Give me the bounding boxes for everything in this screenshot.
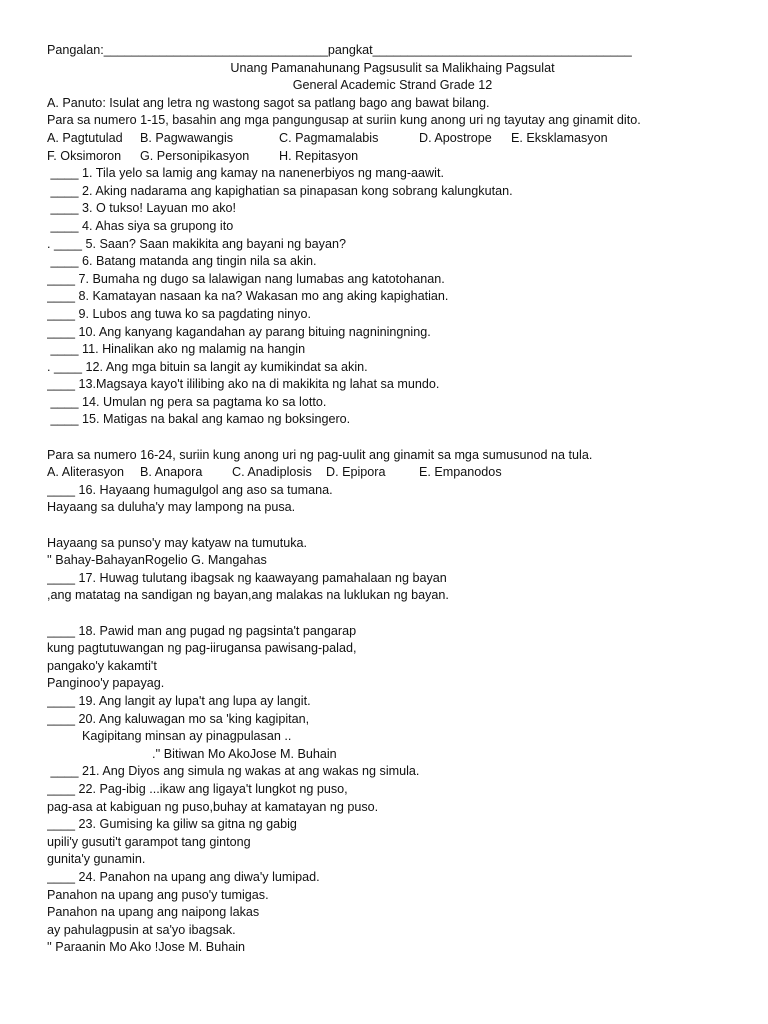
poem-line: ____ 19. Ang langit ay lupa't ang lupa ay langit. — [47, 693, 311, 708]
poem-line: pangako'y kakamti't — [47, 658, 157, 673]
question-item: ____ 9. Lubos ang tuwa ko sa pagdating ninyo. — [47, 306, 311, 321]
part-a-choices-row2 — [47, 148, 738, 166]
question-item: ____ 4. Ahas siya sa grupong ito — [47, 218, 234, 233]
poem-line: upili'y gusuti't garampot tang gintong — [47, 834, 251, 849]
question-item: ____ 7. Bumaha ng dugo sa lalawigan nang lumabas ang katotohanan. — [47, 271, 445, 286]
exam-subtitle: General Academic Strand Grade 12 — [292, 78, 493, 93]
poem-line: ,ang matatag na sandigan ng bayan,ang malakas na luklukan ng bayan. — [47, 588, 449, 603]
spacer — [47, 605, 738, 623]
question-item: ____ 11. Hinalikan ako ng malamig na hangin — [47, 342, 306, 357]
choice-b: B. Pagwawangis — [140, 130, 234, 145]
spacer — [47, 429, 738, 447]
choice-e: E. Eksklamasyon — [511, 130, 608, 145]
part-b-instruction: Para sa numero 16-24, suriin kung anong uri ng pag-uulit ang ginamit sa mga sumusunod na tula. — [47, 447, 593, 462]
question-item: ____ 10. Ang kanyang kagandahan ay parang bituing nagniningning. — [47, 324, 431, 339]
question-item: ____ 2. Aking nadarama ang kapighatian sa pinapasan kong sobrang kalungkutan. — [47, 183, 513, 198]
poem-line: '' Bahay-BahayanRogelio G. Mangahas — [47, 553, 267, 568]
part-b-choices — [47, 464, 738, 482]
poem-line: pag-asa at kabiguan ng puso,buhay at kamatayan ng puso. — [47, 799, 379, 814]
choice-d: D. Epipora — [326, 465, 386, 480]
question-item: ____ 3. O tukso! Layuan mo ako! — [47, 201, 237, 216]
poem-line: ____ 24. Panahon na upang ang diwa'y lumipad. — [47, 869, 320, 884]
question-item: ____ 15. Matigas na bakal ang kamao ng boksingero. — [47, 412, 351, 427]
poem-line: '' Paraanin Mo Ako !Jose M. Buhain — [47, 940, 246, 955]
poem-line: kung pagtutuwangan ng pag-iirugansa pawisang-palad, — [47, 641, 357, 656]
question-item: ____ 13.Magsaya kayo't ililibing ako na di makikita ng lahat sa mundo. — [47, 377, 440, 392]
choice-a: A. Aliterasyon — [47, 465, 125, 480]
poem-line: ____ 17. Huwag tulutang ibagsak ng kaawayang pamahalaan ng bayan — [47, 570, 447, 585]
question-item: . ____ 12. Ang mga bituin sa langit ay kumikindat sa akin. — [47, 359, 368, 374]
poem-line: Hayaang sa duluha'y may lampong na pusa. — [47, 500, 296, 515]
question-item: ____ 1. Tila yelo sa lamig ang kamay na nanenerbiyos ng mang-aawit. — [47, 166, 444, 181]
poem-line: ____ 20. Ang kaluwagan mo sa 'king kagipitan, — [47, 711, 310, 726]
choice-c: C. Anadiplosis — [232, 465, 312, 480]
poem-line: ____ 22. Pag-ibig ...ikaw ang ligaya't lungkot ng puso, — [47, 781, 348, 796]
poem-line: ____ 16. Hayaang humagulgol ang aso sa tumana. — [47, 482, 333, 497]
spacer — [47, 517, 738, 535]
poem-line: Kagipitang minsan ay pinagpulasan .. — [47, 729, 292, 744]
poem-line: .'' Bitiwan Mo AkoJose M. Buhain — [47, 746, 337, 761]
poem-line: ____ 18. Pawid man ang pugad ng pagsinta't pangarap — [47, 623, 357, 638]
choice-h: H. Repitasyon — [279, 148, 359, 163]
poem-line: ay pahulagpusin at sa'yo ibagsak. — [47, 922, 236, 937]
choice-b: B. Anapora — [140, 465, 203, 480]
name-field-line: Pangalan:________________________________pangkat_____________________________________ — [47, 43, 632, 57]
part-a-subinstruction: Para sa numero 1-15, basahin ang mga pangungusap at suriin kung anong uri ng tayutay ang ginamit dito. — [47, 113, 641, 128]
exam-title: Unang Pamanahunang Pagsusulit sa Malikhaing Pagsulat — [230, 60, 555, 75]
poem-line: Hayaang sa punso'y may katyaw na tumutuka. — [47, 535, 308, 550]
poem-line: gunita'y gunamin. — [47, 852, 146, 867]
choice-f: F. Oksimoron — [47, 148, 122, 163]
question-item: ____ 14. Umulan ng pera sa pagtama ko sa lotto. — [47, 394, 327, 409]
poem-line: Panginoo'y papayag. — [47, 676, 165, 691]
poem-line: ____ 21. Ang Diyos ang simula ng wakas at ang wakas ng simula. — [47, 764, 420, 779]
choice-a: A. Pagtutulad — [47, 130, 123, 145]
part-a-items — [47, 165, 738, 429]
poem-line: ____ 23. Gumising ka giliw sa gitna ng gabig — [47, 817, 297, 832]
question-item: ____ 8. Kamatayan nasaan ka na? Wakasan mo ang aking kapighatian. — [47, 289, 449, 304]
question-item: . ____ 5. Saan? Saan makikita ang bayani ng bayan? — [47, 236, 346, 251]
choice-d: D. Apostrope — [419, 130, 492, 145]
poem-line: Panahon na upang ang naipong lakas — [47, 905, 260, 920]
part-a-instruction: A. Panuto: Isulat ang letra ng wastong sagot sa patlang bago ang bawat bilang. — [47, 95, 490, 110]
part-a-choices-row1 — [47, 130, 738, 148]
choice-g: G. Personipikasyon — [140, 148, 250, 163]
choice-e: E. Empanodos — [419, 465, 502, 480]
choice-c: C. Pagmamalabis — [279, 130, 379, 145]
question-item: ____ 6. Batang matanda ang tingin nila sa akin. — [47, 254, 317, 269]
poem-line: Panahon na upang ang puso'y tumigas. — [47, 887, 269, 902]
